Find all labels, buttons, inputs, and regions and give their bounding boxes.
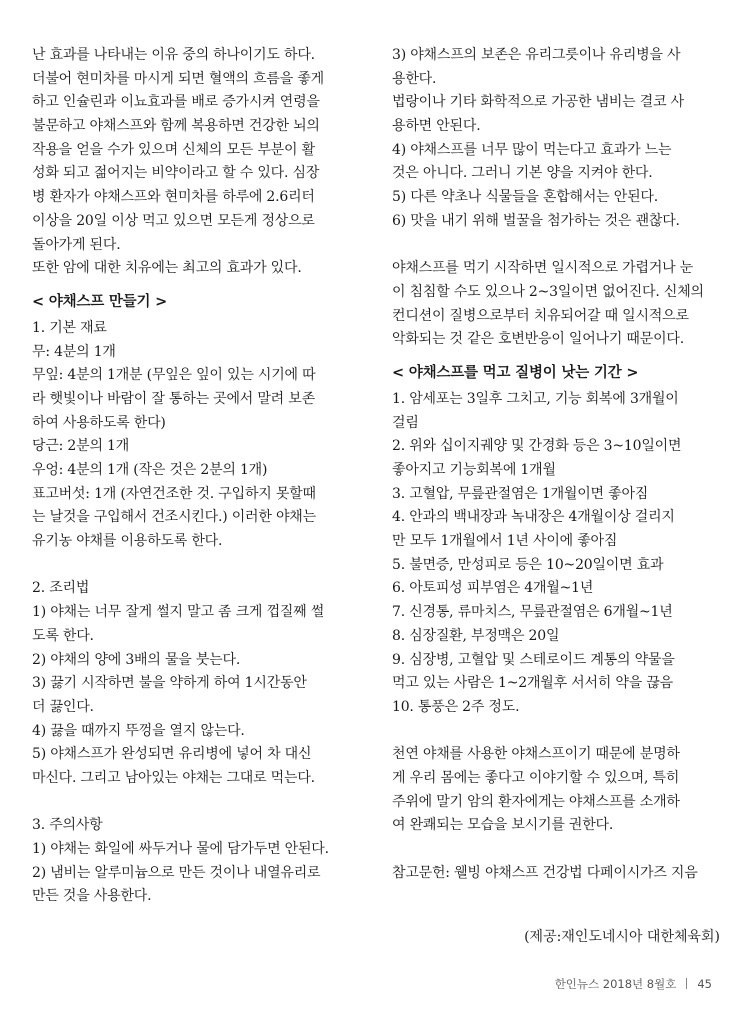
period-list	[392, 388, 722, 720]
text-line: 법랑이나 기타 화학적으로 가공한 냄비는 결코 사	[392, 94, 684, 111]
text-line: 용하면 안된다.	[392, 118, 481, 135]
text-line: 성화 되고 젊어지는 비약이라고 할 수 있다. 심장	[32, 165, 320, 182]
text-line: 만든 것을 사용한다.	[32, 888, 152, 905]
text-line: 5. 불면증, 만성피로 등은 10~20일이면 효과	[392, 556, 664, 573]
text-line: 1) 야채는 너무 잘게 썰지 말고 좀 크게 껍질째 썰	[32, 604, 325, 621]
text-line: 9. 심장병, 고혈압 및 스테로이드 계통의 약물을	[392, 651, 675, 668]
text-line: 표고버섯: 1개 (자연건조한 것. 구입하지 못할때	[32, 485, 316, 502]
text-line: 불문하고 야채스프와 함께 복용하면 건강한 뇌의	[32, 118, 320, 135]
right-column	[392, 44, 722, 885]
text-line: 무잎: 4분의 1개분 (무잎은 잎이 있는 시기에 따	[32, 367, 316, 384]
text-line: 도록 한다.	[32, 627, 94, 644]
footer-divider	[686, 978, 687, 989]
text-line: 4) 끓을 때까지 뚜껑을 열지 않는다.	[32, 722, 245, 739]
text-line: 더 끓인다.	[32, 698, 94, 715]
text-line: 또한 암에 대한 치유에는 최고의 효과가 있다.	[32, 260, 302, 277]
text-line: 3) 야채스프의 보존은 유리그릇이나 유리병을 사	[392, 47, 681, 63]
text-line: 3) 끓기 시작하면 불을 약하게 하여 1시간동안	[32, 675, 307, 692]
page-number: 45	[697, 977, 712, 991]
text-line: 악화되는 것 같은 호변반응이 일어나기 때문이다.	[392, 331, 684, 348]
text-line: 3. 주의사항	[32, 817, 103, 834]
reaction-paragraph	[392, 257, 722, 352]
text-line: 우엉: 4분의 1개 (작은 것은 2분의 1개)	[32, 462, 268, 478]
text-line: 무: 4분의 1개	[32, 343, 116, 360]
text-line: 이 침침할 수도 있으나 2~3일이면 없어진다. 신체의	[392, 283, 704, 300]
text-line: 돌아가게 된다.	[32, 236, 121, 253]
text-line: 4) 야채스프를 너무 많이 먹는다고 효과가 느는	[392, 141, 672, 158]
text-line: 용한다.	[392, 70, 437, 87]
reference-text: 참고문헌: 웰빙 야채스프 건강법 다페이시가즈 지음	[392, 864, 698, 881]
text-line: 당근: 2분의 1개	[32, 438, 130, 455]
publication-name: 한인뉴스 2018년 8월호	[554, 977, 677, 991]
text-line: 1. 암세포는 3일후 그치고, 기능 회복에 3개월이	[392, 390, 679, 407]
text-line: 것은 아니다. 그러니 기본 양을 지켜야 한다.	[392, 165, 653, 182]
text-line: 이상을 20일 이상 먹고 있으면 모든게 정상으로	[32, 212, 315, 229]
text-line: 작용을 얻을 수가 있으며 신체의 모든 부분이 활	[32, 141, 315, 158]
text-line: 게 우리 몸에는 좋다고 이야기할 수 있으며, 특히	[392, 769, 680, 786]
text-line: 2. 위와 십이지궤양 및 간경화 등은 3~10일이면	[392, 438, 682, 455]
text-line: 5) 야채스프가 완성되면 유리병에 넣어 차 대신	[32, 746, 312, 763]
method-section	[32, 577, 362, 790]
caution-continued	[392, 44, 722, 234]
text-line: 야채스프를 먹기 시작하면 일시적으로 가렵거나 눈	[392, 260, 694, 277]
text-line: 2. 조리법	[32, 580, 90, 597]
text-line: 좋아지고 기능회복에 1개월	[392, 462, 556, 478]
text-line: 6. 아토피성 피부염은 4개월~1년	[392, 580, 594, 597]
text-line: 걸림	[392, 414, 419, 431]
text-line: 는 날것을 구입해서 건조시킨다.) 이러한 야채는	[32, 509, 316, 526]
text-line: 4. 안과의 백내장과 녹내장은 4개월이상 걸리지	[392, 509, 675, 526]
text-line: 만 모두 1개월에서 1년 사이에 좋아짐	[392, 533, 618, 550]
text-line: 여 완쾌되는 모습을 보시기를 권한다.	[392, 817, 614, 834]
text-line: 2) 냄비는 알루미늄으로 만든 것이나 내열유리로	[32, 864, 321, 881]
text-line: 난 효과를 나타내는 이유 중의 하나이기도 하다.	[32, 47, 315, 63]
closing-paragraph	[392, 743, 722, 838]
intro-paragraph	[32, 44, 362, 281]
text-line: 8. 심장질환, 부정맥은 20일	[392, 627, 560, 644]
text-line: 마신다. 그리고 남아있는 야채는 그대로 먹는다.	[32, 769, 315, 786]
text-line: 병 환자가 야채스프와 현미차를 하루에 2.6리터	[32, 189, 315, 206]
credit-text: (제공:재인도네시아 대한체육회)	[524, 929, 720, 945]
ingredients-section	[32, 317, 362, 554]
page-footer	[555, 976, 712, 992]
text-line: 1. 기본 재료	[32, 319, 107, 336]
text-line: 6) 맛을 내기 위해 벌꿀을 첨가하는 것은 괜찮다.	[392, 212, 680, 229]
text-line: 라 햇빛이나 바람이 잘 통하는 곳에서 말려 보존	[32, 390, 315, 407]
text-line: 2) 야채의 양에 3배의 물을 붓는다.	[32, 651, 241, 668]
text-line: 10. 통풍은 2주 정도.	[392, 698, 520, 715]
caution-section	[32, 814, 362, 909]
text-line: 하여 사용하도록 한다)	[32, 414, 166, 431]
text-line: 하고 인슐린과 이뇨효과를 배로 증가시켜 연령을	[32, 94, 320, 111]
recipe-heading: < 야채스프 만들기 >	[32, 293, 168, 310]
text-line: 7. 신경통, 류마치스, 무릎관절염은 6개월~1년	[392, 604, 673, 621]
period-heading: < 야채스프를 먹고 질병이 낫는 기간 >	[392, 364, 639, 381]
text-line: 주위에 말기 암의 환자에게는 야채스프를 소개하	[392, 793, 680, 810]
text-line: 컨디션이 질병으로부터 치유되어갈 때 일시적으로	[392, 307, 689, 324]
text-line: 3. 고혈압, 무릎관절염은 1개월이면 좋아짐	[392, 485, 649, 502]
text-line: 5) 다른 약초나 식물들을 혼합해서는 안된다.	[392, 189, 658, 206]
text-line: 더불어 현미차를 마시게 되면 혈액의 흐름을 좋게	[32, 70, 324, 87]
left-column	[32, 44, 362, 909]
text-line: 유기농 야채를 이용하도록 한다.	[32, 533, 223, 550]
text-line: 천연 야채를 사용한 야채스프이기 때문에 분명하	[392, 746, 680, 763]
text-line: 1) 야채는 화일에 싸두거나 물에 담가두면 안된다.	[32, 841, 329, 857]
text-line: 먹고 있는 사람은 1~2개월후 서서히 약을 끊음	[392, 675, 673, 692]
